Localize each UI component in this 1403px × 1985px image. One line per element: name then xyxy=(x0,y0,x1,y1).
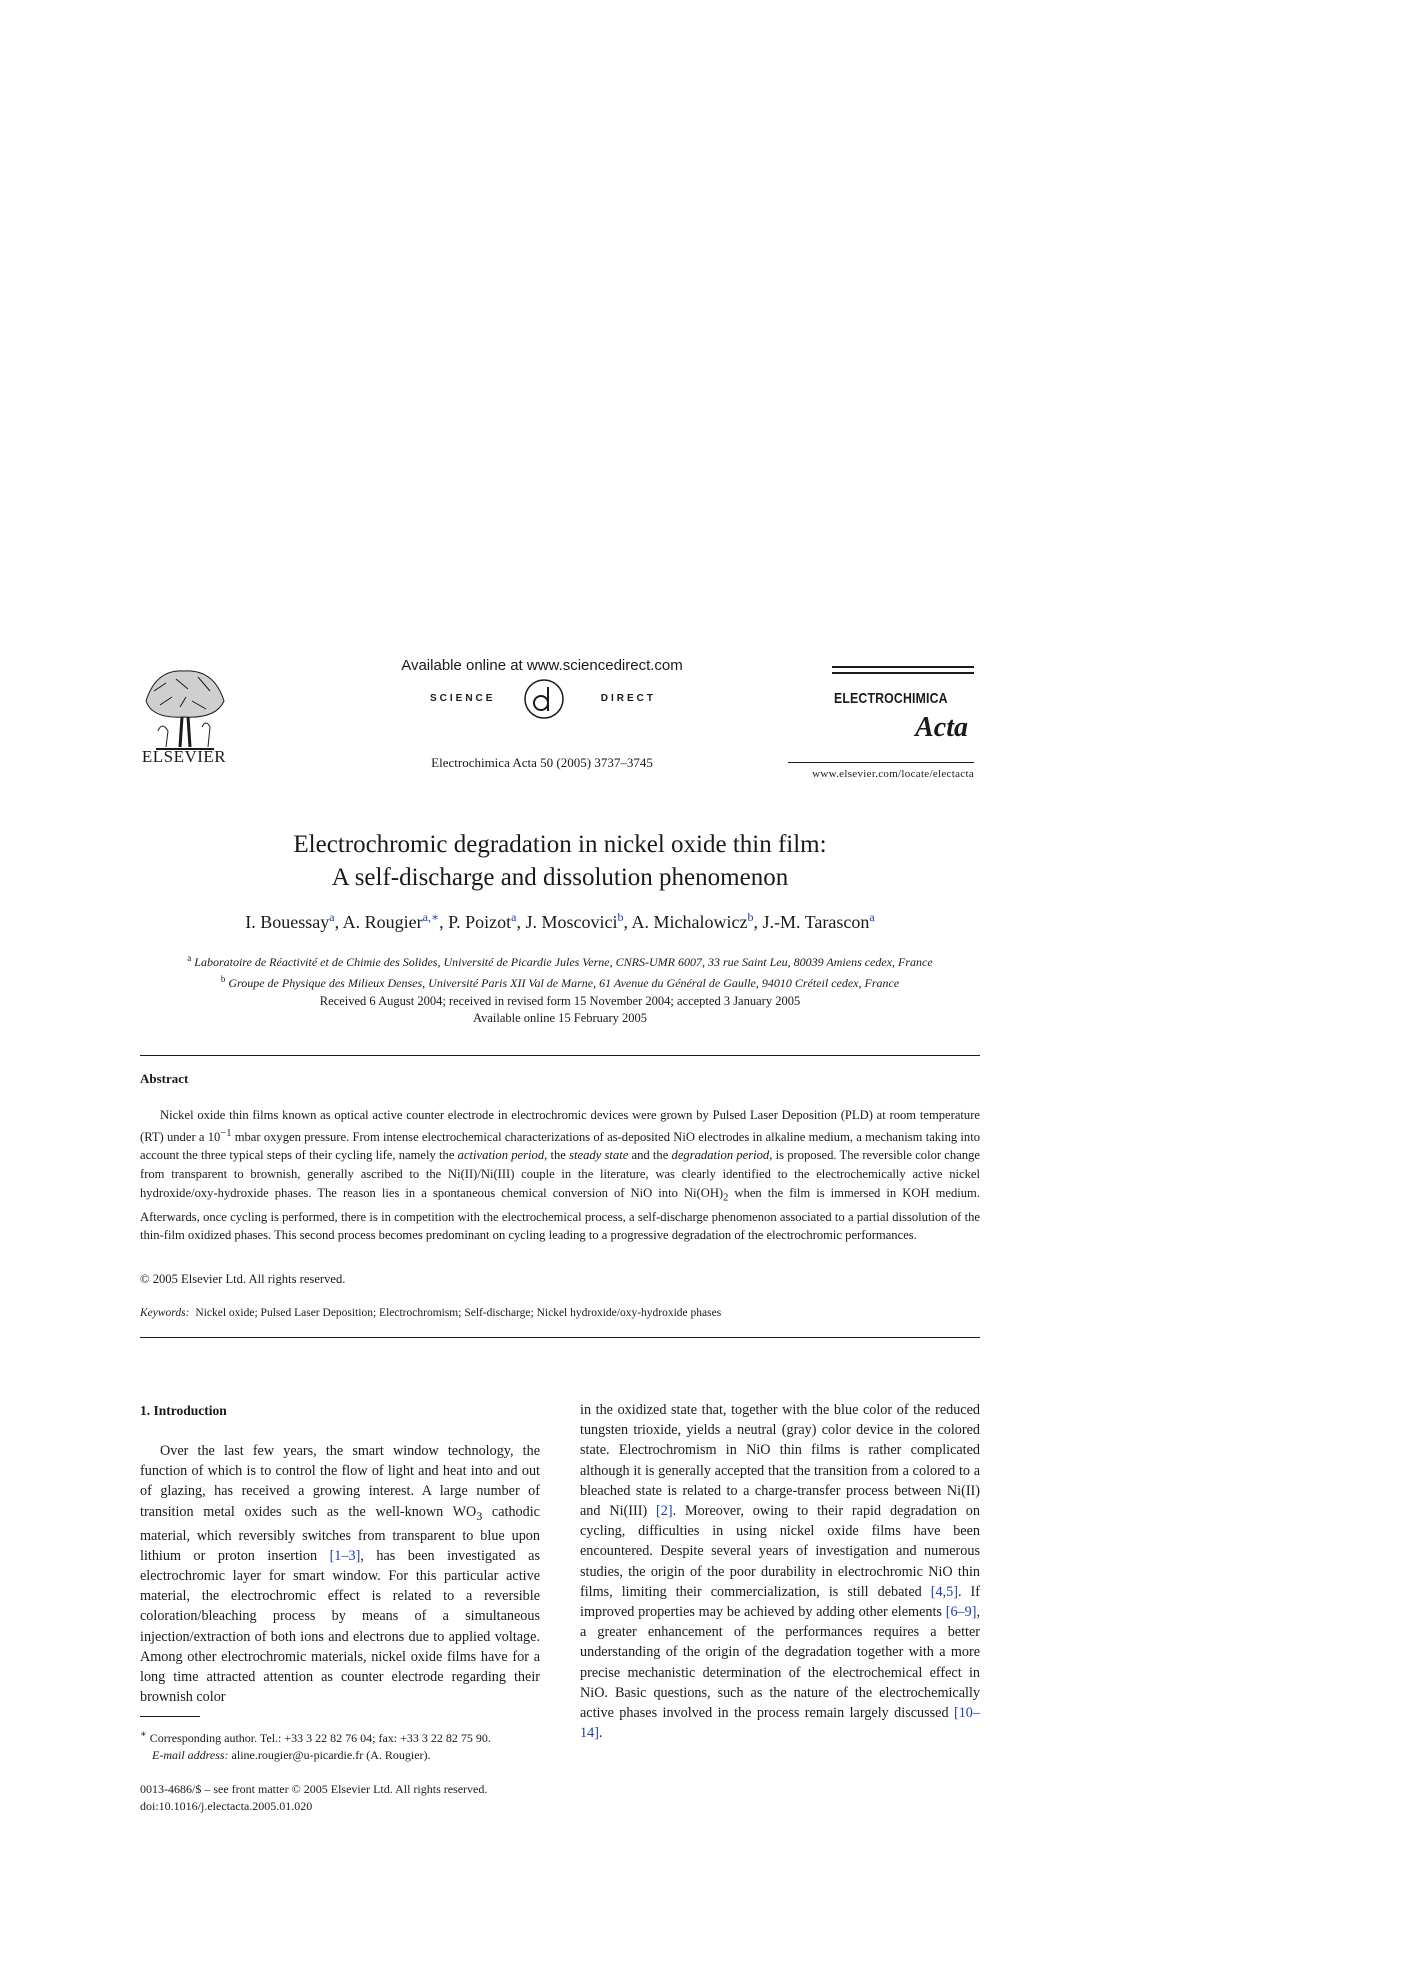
footnote-line-2 xyxy=(140,1747,540,1764)
keywords-text: Nickel oxide; Pulsed Laser Deposition; Electrochromism; Self-discharge; Nickel hydroxide/oxy-hydroxide phases xyxy=(195,1307,722,1319)
author-list xyxy=(140,910,980,933)
author-separator: , xyxy=(334,912,343,932)
affiliation-mark: a xyxy=(187,953,192,963)
author-separator: , xyxy=(516,912,526,932)
title-line-2: A self-discharge and dissolution phenomenon xyxy=(331,864,789,891)
sciencedirect-right-text: DIRECT xyxy=(600,693,656,704)
author-affiliation-mark[interactable]: a xyxy=(869,910,875,924)
corresponding-author-footnote xyxy=(140,1726,540,1764)
email-address[interactable]: aline.rougier@u-picardie.fr (A. Rougier). xyxy=(228,1748,431,1762)
abstract-text: , the xyxy=(544,1148,570,1163)
abstract-text: mbar oxygen pressure. From intense electrochemical characterizations of as-deposited NiO electrodes in alkaline medium, a mechanism taking into account the three typical steps of their cycling life, namely the xyxy=(140,1129,980,1163)
abstract-term: degradation period xyxy=(671,1148,770,1163)
citation-link[interactable]: [6–9] xyxy=(945,1604,977,1621)
abstract-top-rule xyxy=(140,1055,980,1056)
journal-logo-rule-top xyxy=(832,666,974,668)
body-text: in the oxidized state that, together with the blue color of the reduced tungsten trioxide, yields a neutral (gray) color device in the colored state. Electrochromism in NiO thin films is rather complicated although it is generally accepted that the transition from a colored to a bleached state is related to a charge-transfer process between Ni(II) and Ni(III) xyxy=(580,1402,980,1520)
author-affiliation-mark[interactable]: a xyxy=(329,910,335,924)
abstract-term: steady state xyxy=(569,1148,629,1163)
author-name: I. Bouessay xyxy=(245,912,330,932)
title-line-1: Electrochromic degradation in nickel oxide thin film: xyxy=(293,831,827,858)
journal-logo-rule-second xyxy=(832,672,974,674)
body-subscript: 3 xyxy=(476,1508,483,1523)
journal-url-link[interactable]: www.elsevier.com/locate/electacta xyxy=(812,768,974,780)
electrochimica-acta-logo xyxy=(832,690,974,750)
author-affiliation-mark[interactable]: b xyxy=(617,910,624,924)
citation-link[interactable]: [1–3] xyxy=(329,1547,361,1564)
article-title xyxy=(140,828,980,894)
body-text: . xyxy=(598,1725,603,1742)
sciencedirect-left-text: SCIENCE xyxy=(430,693,496,704)
affiliation-mark: b xyxy=(220,974,226,984)
body-text: , a greater enhancement of the performances requires a better understanding of the origin of the degradation together with a more precise mechanistic determination of the electrochemical effect in NiO. Basic questions, such as the nature of the electrochemically active phases involved in the process remain largely discussed xyxy=(580,1604,980,1722)
body-text: , has been investigated as electrochromic layer for smart window. For this particular active material, the electrochromic effect is related to a reversible coloration/bleaching process by means of a simultaneous injection/extraction of both ions and electrons due to applied voltage. Among other electrochromic materials, nickel oxide films have for a long time attracted attention as counter electrode regarding their brownish color xyxy=(140,1547,540,1706)
body-text: . If improved properties may be achieved by adding other elements xyxy=(580,1583,981,1621)
citation-link[interactable]: [10–14] xyxy=(580,1705,980,1742)
author-name: J.-M. Tarascon xyxy=(762,912,870,932)
author-separator: , xyxy=(623,912,632,932)
author-affiliation-mark[interactable]: a,∗ xyxy=(422,910,440,924)
available-online-text[interactable]: Available online at www.sciencedirect.com xyxy=(401,657,683,674)
received-dates: Received 6 August 2004; received in revised form 15 November 2004; accepted 3 January 2005 xyxy=(319,994,801,1008)
intro-right-column xyxy=(580,1400,980,1743)
abstract-subscript: 2 xyxy=(723,1192,729,1204)
doi-line[interactable]: doi:10.1016/j.electacta.2005.01.020 xyxy=(140,1799,313,1813)
abstract-text: and the xyxy=(628,1148,672,1163)
abstract-heading: Abstract xyxy=(140,1071,189,1086)
author-affiliation-mark[interactable]: b xyxy=(747,910,754,924)
footnote-mark: ∗ xyxy=(140,1729,147,1740)
affiliation-line xyxy=(140,950,980,971)
sciencedirect-d-icon xyxy=(522,677,566,721)
journal-name-main: ELECTROCHIMICA xyxy=(834,690,948,707)
available-online-date: Available online 15 February 2005 xyxy=(472,1011,648,1025)
sciencedirect-logo[interactable] xyxy=(430,677,656,721)
intro-left-column xyxy=(140,1441,540,1707)
abstract-bottom-rule xyxy=(140,1337,980,1338)
journal-name-acta: Acta xyxy=(915,712,968,743)
author-name: J. Moscovici xyxy=(525,912,618,932)
abstract-exponent: −1 xyxy=(220,1127,232,1139)
journal-reference: Electrochimica Acta 50 (2005) 3737–3745 xyxy=(431,755,653,770)
abstract-text: Nickel oxide thin films known as optical active counter electrode in electrochromic devices were grown by Pulsed Laser Deposition (PLD) at room temperature (RT) under a 10 xyxy=(140,1108,980,1144)
keywords-label: Keywords: xyxy=(140,1307,190,1319)
journal-url-rule xyxy=(788,762,974,763)
abstract-term: activation period xyxy=(457,1148,545,1163)
issn-line: 0013-4686/$ – see front matter © 2005 Elsevier Ltd. All rights reserved. xyxy=(140,1782,488,1796)
citation-link[interactable]: [4,5] xyxy=(930,1583,958,1600)
footnote-line-1 xyxy=(140,1726,540,1747)
body-text: cathodic material, which reversibly switches from transparent to blue upon lithium or proton insertion xyxy=(140,1503,540,1564)
email-label: E-mail address: xyxy=(152,1748,229,1762)
keywords xyxy=(140,1307,980,1319)
body-text: Over the last few years, the smart window technology, the function of which is to control the flow of light and heat into and out of glazing, has received a growing interest. A large number of transition metal oxides such as the well-known WO xyxy=(140,1443,540,1520)
affiliations xyxy=(140,950,980,992)
section-heading-introduction: 1. Introduction xyxy=(140,1403,227,1418)
article-dates xyxy=(140,993,980,1027)
affiliation-text: Groupe de Physique des Milieux Denses, Université Paris XII Val de Marne, 61 Avenue du Général de Gaulle, 94010 Créteil cedex, France xyxy=(228,976,900,990)
abstract-body xyxy=(140,1106,980,1245)
issn-doi-block xyxy=(140,1781,560,1815)
abstract-text: , is proposed. The reversible color change from transparent to brownish, generally ascribed to the Ni(II)/Ni(III) couple in the literature, was clearly identified to the electrochemically active nickel hydroxide/oxy-hydroxide phases. The reason lies in a spontaneous chemical conversion of NiO into Ni(OH) xyxy=(140,1148,980,1200)
elsevier-tree-logo xyxy=(136,661,232,757)
footnote-rule xyxy=(140,1716,200,1717)
author-name: A. Rougier xyxy=(342,912,423,932)
publisher-name: ELSEVIER xyxy=(141,747,227,766)
author-name: A. Michalowicz xyxy=(631,912,748,932)
body-text: . Moreover, owing to their rapid degradation on cycling, difficulties in using nickel oxide films have been encountered. Despite several years of investigation and numerous studies, the origin of the poor durability in electrochromic NiO thin films, limiting their commercialization, is still debated xyxy=(580,1503,980,1600)
abstract-copyright: © 2005 Elsevier Ltd. All rights reserved. xyxy=(140,1272,346,1286)
author-separator: , xyxy=(753,912,763,932)
affiliation-text: Laboratoire de Réactivité et de Chimie des Solides, Université de Picardie Jules Verne, CNRS-UMR 6007, 33 rue Saint Leu, 80039 Amiens cedex, France xyxy=(194,955,933,969)
footnote-contact: Corresponding author. Tel.: +33 3 22 82 76 04; fax: +33 3 22 82 75 90. xyxy=(146,1731,491,1745)
affiliation-line xyxy=(140,971,980,992)
citation-link[interactable]: [2] xyxy=(656,1503,673,1520)
author-separator: , xyxy=(439,912,449,932)
author-affiliation-mark[interactable]: a xyxy=(511,910,517,924)
abstract-text: when the film is immersed in KOH medium. Afterwards, once cycling is performed, there is in competition with the electrochemical process, a self-discharge phenomenon associated to a partial dissolution of the thin-film oxidized phases. This second process becomes predominant on cycling leading to a progressive degradation of the electrochromic performances. xyxy=(140,1185,981,1243)
author-name: P. Poizot xyxy=(448,912,512,932)
